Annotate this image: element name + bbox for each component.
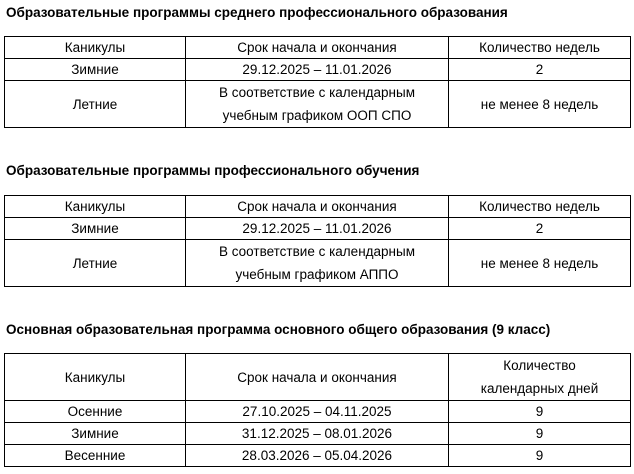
vacation-table-spo bbox=[4, 36, 631, 128]
table-cell: 9 bbox=[449, 445, 631, 467]
table-cell: 2 bbox=[449, 218, 631, 240]
section-title-spo: Образовательные программы среднего профессионального образования bbox=[6, 5, 508, 20]
table-cell: Летние bbox=[5, 81, 186, 128]
table-cell: Осенние bbox=[5, 401, 186, 423]
table-row bbox=[5, 401, 631, 423]
header-cell: Срок начала и окончания bbox=[186, 196, 449, 218]
table-cell: не менее 8 недель bbox=[449, 240, 631, 287]
header-cell: Каникулы bbox=[5, 37, 186, 59]
header-cell: Срок начала и окончания bbox=[186, 354, 449, 401]
table-row bbox=[5, 59, 631, 81]
table-row bbox=[5, 423, 631, 445]
table-cell: Зимние bbox=[5, 218, 186, 240]
table-header-row bbox=[5, 196, 631, 218]
header-cell: Каникулы bbox=[5, 354, 186, 401]
table-cell: Весенние bbox=[5, 445, 186, 467]
table-cell: В соответствие с календарным учебным графиком АППО bbox=[186, 240, 449, 287]
table-cell: Зимние bbox=[5, 59, 186, 81]
table-cell: 29.12.2025 – 11.01.2026 bbox=[186, 59, 449, 81]
vacation-table-ooo bbox=[4, 353, 631, 467]
table-cell: В соответствие с календарным учебным графиком ООП СПО bbox=[186, 81, 449, 128]
table-cell: 31.12.2025 – 08.01.2026 bbox=[186, 423, 449, 445]
table-cell: Летние bbox=[5, 240, 186, 287]
table-cell: 9 bbox=[449, 401, 631, 423]
header-cell: Срок начала и окончания bbox=[186, 37, 449, 59]
table-cell: 27.10.2025 – 04.11.2025 bbox=[186, 401, 449, 423]
table-cell: 2 bbox=[449, 59, 631, 81]
vacation-table-po bbox=[4, 195, 631, 287]
header-cell: Количество недель bbox=[449, 196, 631, 218]
header-cell: Количество календарных дней bbox=[449, 354, 631, 401]
header-cell: Каникулы bbox=[5, 196, 186, 218]
table-row bbox=[5, 445, 631, 467]
table-cell: 29.12.2025 – 11.01.2026 bbox=[186, 218, 449, 240]
table-row bbox=[5, 240, 631, 287]
section-title-po: Образовательные программы профессионального обучения bbox=[6, 163, 420, 178]
table-cell: 28.03.2026 – 05.04.2026 bbox=[186, 445, 449, 467]
table-row bbox=[5, 81, 631, 128]
table-cell: не менее 8 недель bbox=[449, 81, 631, 128]
table-cell: Зимние bbox=[5, 423, 186, 445]
section-title-ooo: Основная образовательная программа основного общего образования (9 класс) bbox=[6, 322, 551, 337]
table-header-row bbox=[5, 37, 631, 59]
table-cell: 9 bbox=[449, 423, 631, 445]
table-row bbox=[5, 218, 631, 240]
header-cell: Количество недель bbox=[449, 37, 631, 59]
table-header-row bbox=[5, 354, 631, 401]
